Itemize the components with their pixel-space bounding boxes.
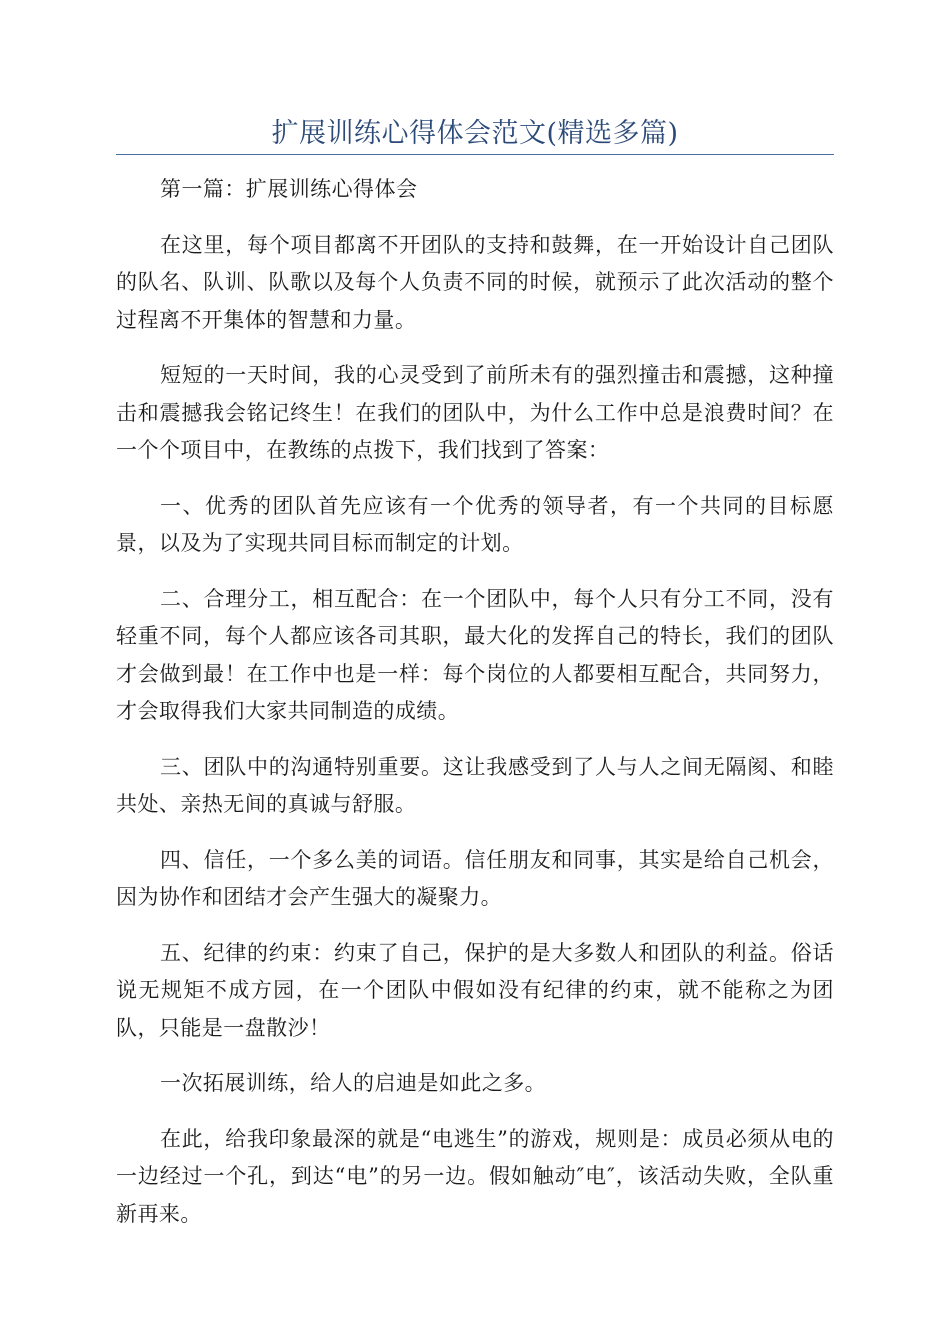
- document-title: 扩展训练心得体会范文(精选多篇): [271, 118, 679, 149]
- paragraph: 一、优秀的团队首先应该有一个优秀的领导者，有一个共同的目标愿景，以及为了实现共同目标而制定的计划。: [116, 493, 834, 555]
- paragraph: 短短的一天时间，我的心灵受到了前所未有的强烈撞击和震撼，这种撞击和震撼我会铭记终生！在我们的团队中，为什么工作中总是浪费时间？在一个个项目中，在教练的点拨下，我们找到了答案：: [116, 363, 834, 462]
- paragraph: 在这里，每个项目都离不开团队的支持和鼓舞，在一开始设计自己团队的队名、队训、队歌以及每个人负责不同的时候，就预示了此次活动的整个过程离不开集体的智慧和力量。: [116, 232, 834, 332]
- title-underline: [116, 154, 834, 155]
- paragraph: 一次拓展训练，给人的启迪是如此之多。: [160, 1071, 547, 1095]
- document-body: [116, 171, 834, 1251]
- paragraph: 在此，给我印象最深的就是“电逃生”的游戏，规则是：成员必须从电的一边经过一个孔，到达“电”的另一边。假如触动″电″，该活动失败，全队重新再来。: [116, 1126, 834, 1226]
- paragraph: 三、团队中的沟通特别重要。这让我感受到了人与人之间无隔阂、和睦共处、亲热无间的真诚与舒服。: [116, 754, 834, 816]
- section-heading: 第一篇：扩展训练心得体会: [160, 177, 418, 201]
- paragraph: 五、纪律的约束：约束了自己，保护的是大多数人和团队的利益。俗话说无规矩不成方园，在一个团队中假如没有纪律的约束，就不能称之为团队，只能是一盘散沙！: [116, 940, 834, 1040]
- paragraph: 四、信任，一个多么美的词语。信任朋友和同事，其实是给自己机会，因为协作和团结才会产生强大的凝聚力。: [116, 847, 834, 909]
- paragraph: 二、合理分工，相互配合：在一个团队中，每个人只有分工不同，没有轻重不同，每个人都应该各司其职，最大化的发挥自己的特长，我们的团队才会做到最！在工作中也是一样：每个岗位的人都要相互配合，共同努力，才会取得我们大家共同制造的成绩。: [116, 586, 834, 723]
